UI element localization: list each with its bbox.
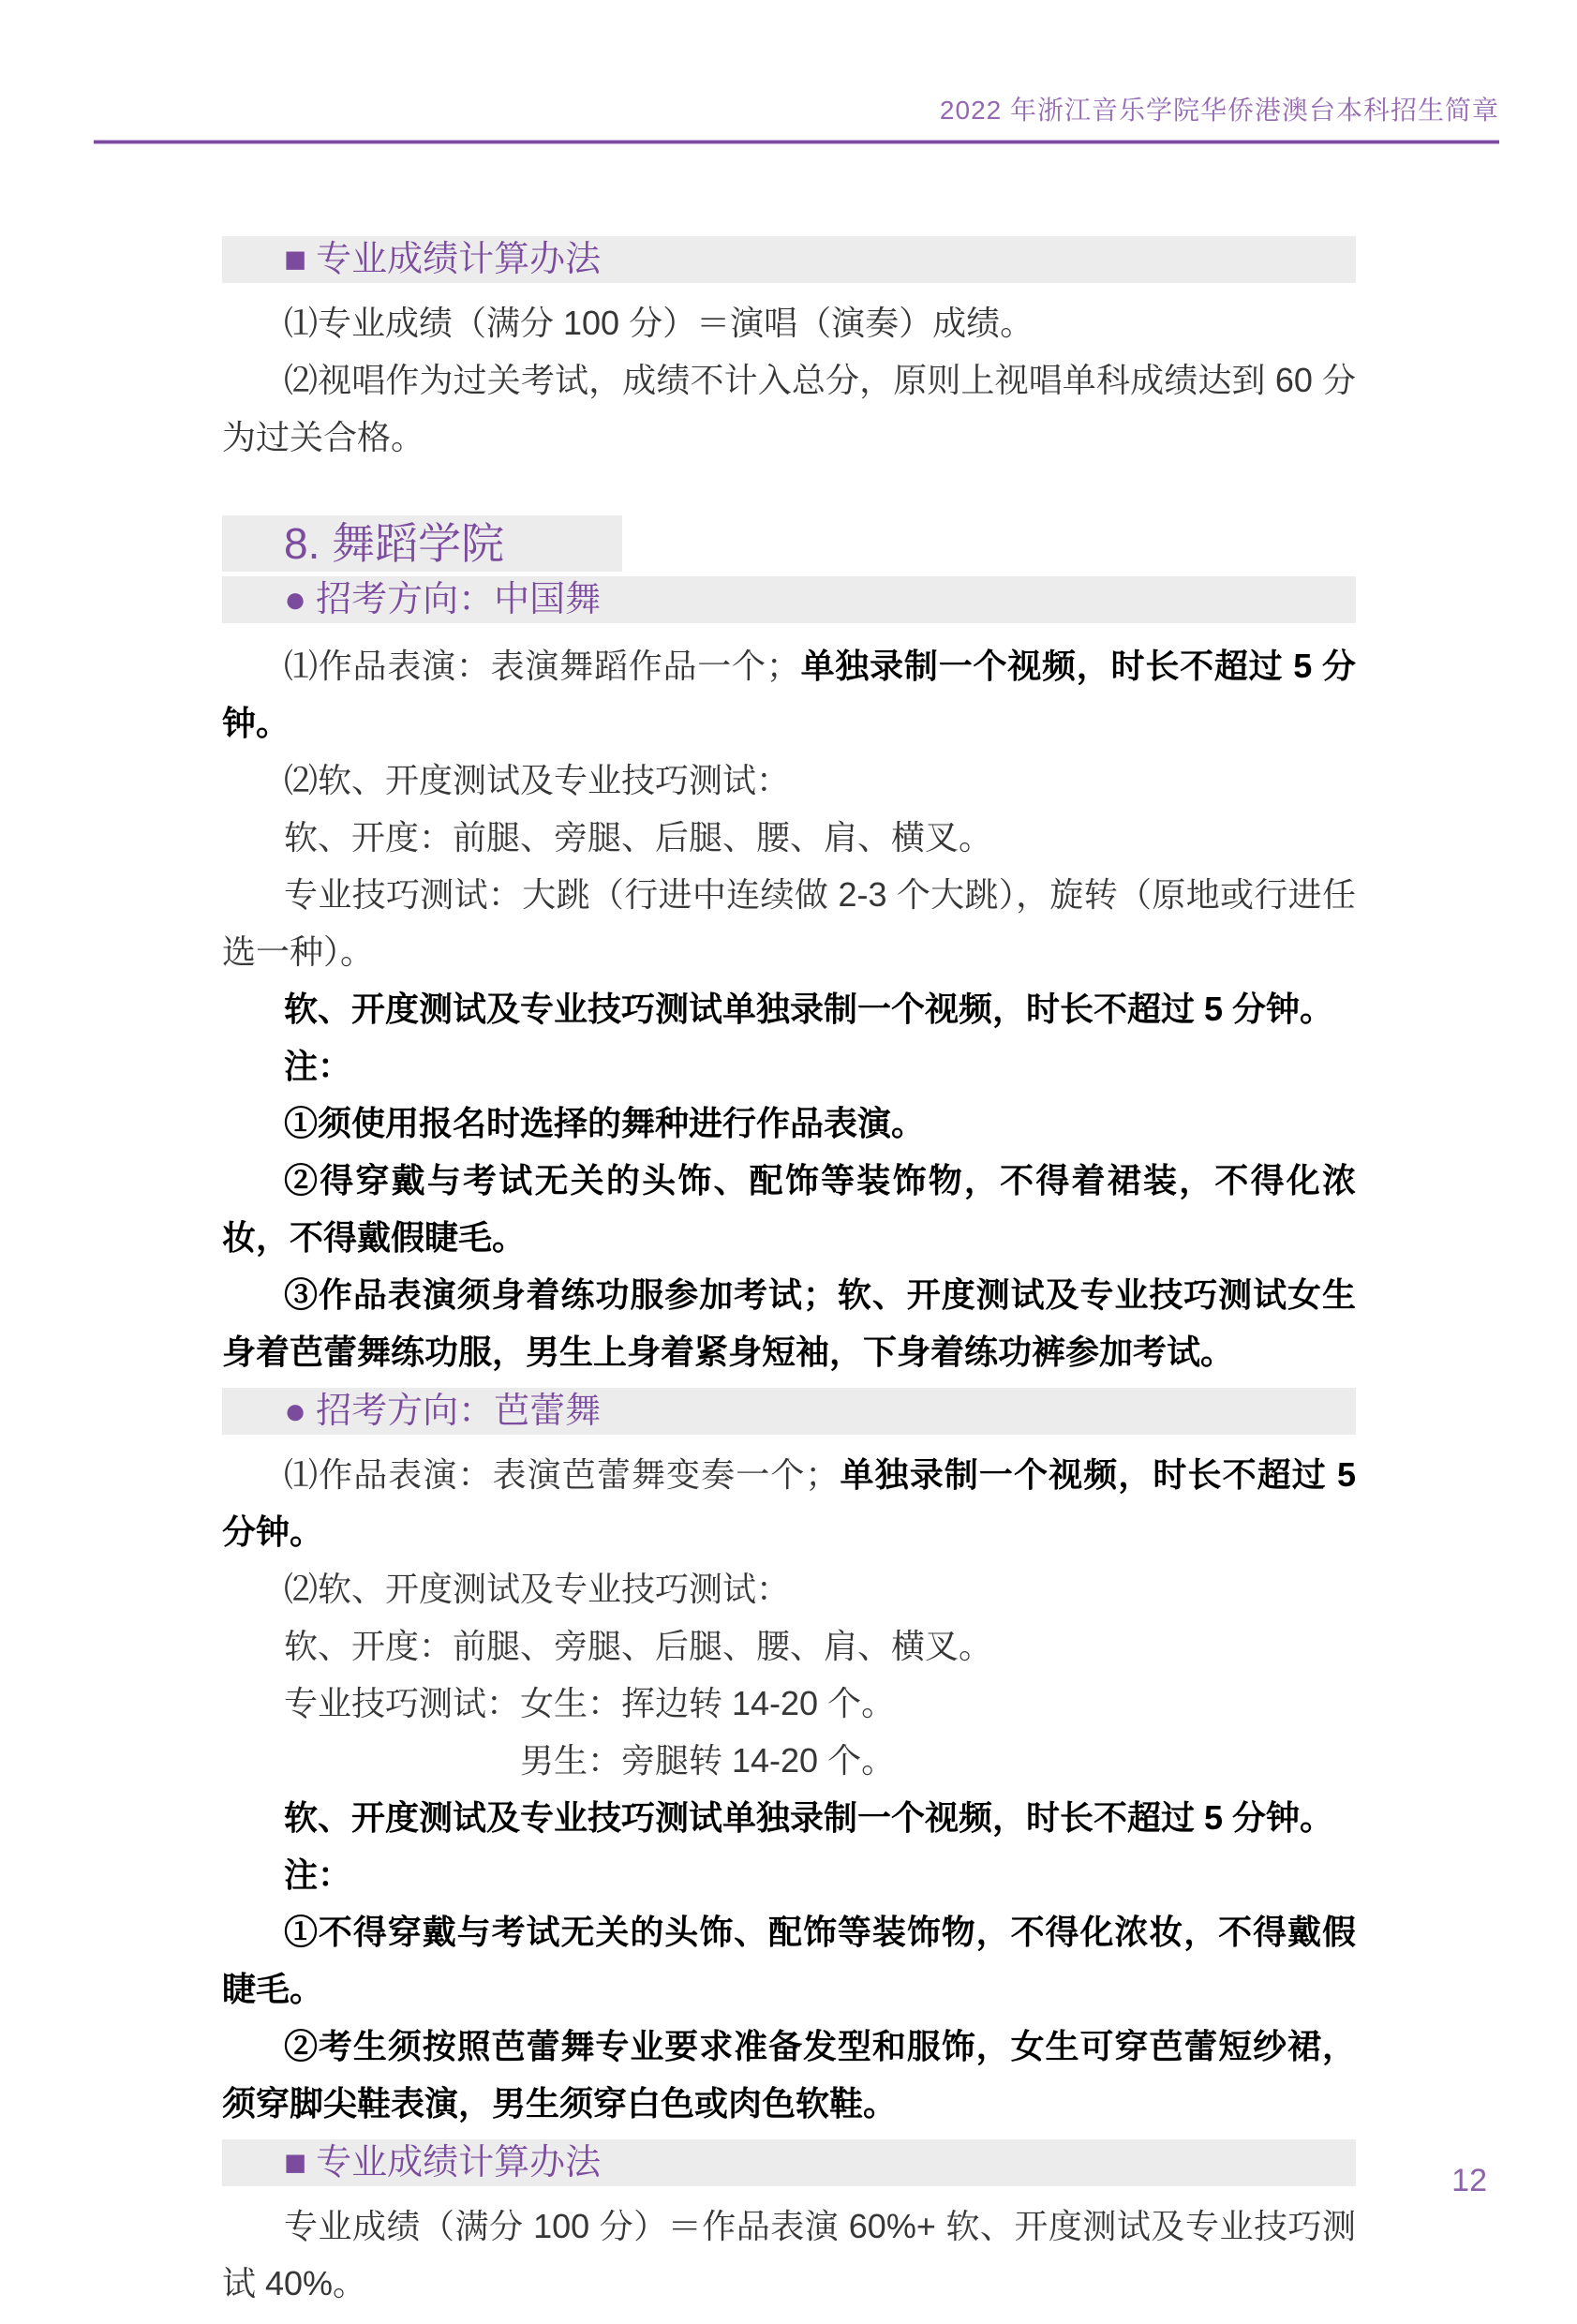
- chinese-dance-paragraph-1: [222, 637, 1356, 752]
- ballet-note-2: ②考生须按照芭蕾舞专业要求准备发型和服饰，女生可穿芭蕾短纱裙，须穿脚尖鞋表演，男生须穿白色或肉色软鞋。: [222, 2027, 1356, 2123]
- square-bullet-icon: ■: [284, 239, 307, 280]
- ballet-paragraph-6: 软、开度测试及专业技巧测试单独录制一个视频，时长不超过 5 分钟。: [284, 1798, 1334, 1837]
- section-title-dance-school: [222, 515, 622, 572]
- chinese-dance-paragraph-2: ⑵软、开度测试及专业技巧测试：: [284, 761, 791, 799]
- direction-heading-chinese-dance-label: 招考方向：中国舞: [316, 580, 602, 619]
- chinese-dance-paragraph-1-bold: 单独录制一个视频，时长不超过 5 分钟。: [222, 647, 1356, 742]
- ballet-paragraph-1-bold: 单独录制一个视频，时长不超过 5 分钟。: [222, 1455, 1356, 1551]
- score-calc-heading-dance: [222, 2139, 1356, 2186]
- ballet-note-1: ①不得穿戴与考试无关的头饰、配饰等装饰物，不得化浓妆，不得戴假睫毛。: [222, 1913, 1356, 2008]
- vocal-calc-paragraph-2: ⑵视唱作为过关考试，成绩不计入总分，原则上视唱单科成绩达到 60 分为过关合格。: [222, 361, 1356, 456]
- chinese-dance-note-1: ①须使用报名时选择的舞种进行作品表演。: [284, 1104, 926, 1142]
- section-title-dance-school-label: 8. 舞蹈学院: [284, 518, 505, 568]
- chinese-dance-paragraph-4: 专业技巧测试：大跳（行进中连续做 2-3 个大跳），旋转（原地或行进任选一种）。: [222, 875, 1356, 971]
- score-calc-heading-vocal-label: 专业成绩计算办法: [316, 240, 602, 279]
- ballet-paragraph-1: [222, 1446, 1356, 1560]
- page-number: 12: [1451, 2163, 1487, 2198]
- chinese-dance-paragraph-1-normal: ⑴作品表演：表演舞蹈作品一个；: [284, 647, 800, 685]
- header-rule: [94, 140, 1499, 144]
- direction-heading-ballet-label: 招考方向：芭蕾舞: [316, 1392, 602, 1431]
- ballet-paragraph-3: 软、开度：前腿、旁腿、后腿、腰、肩、横叉。: [284, 1627, 993, 1665]
- vocal-calc-paragraph-1: ⑴专业成绩（满分 100 分）＝演唱（演奏）成绩。: [284, 304, 1034, 342]
- score-calc-heading-vocal: [222, 236, 1356, 283]
- dance-calc-paragraph: 专业成绩（满分 100 分）＝作品表演 60%+ 软、开度测试及专业技巧测试 40%。: [222, 2207, 1356, 2302]
- circle-bullet-icon: ●: [284, 579, 307, 620]
- chinese-dance-paragraph-3: 软、开度：前腿、旁腿、后腿、腰、肩、横叉。: [284, 818, 993, 857]
- ballet-paragraph-4: 专业技巧测试：女生：挥边转 14-20 个。: [284, 1684, 896, 1722]
- circle-bullet-icon: ●: [284, 1391, 307, 1432]
- direction-heading-ballet: [222, 1388, 1356, 1435]
- document-content: [222, 236, 1356, 2312]
- ballet-note-label: 注：: [284, 1855, 352, 1894]
- chinese-dance-note-3: ③作品表演须身着练功服参加考试；软、开度测试及专业技巧测试女生身着芭蕾舞练功服，男生上身着紧身短袖，下身着练功裤参加考试。: [222, 1275, 1356, 1371]
- chinese-dance-paragraph-5: 软、开度测试及专业技巧测试单独录制一个视频，时长不超过 5 分钟。: [284, 990, 1334, 1028]
- ballet-paragraph-2: ⑵软、开度测试及专业技巧测试：: [284, 1570, 791, 1608]
- page-header-title: 2022 年浙江音乐学院华侨港澳台本科招生简章: [939, 96, 1499, 125]
- square-bullet-icon: ■: [284, 2142, 307, 2183]
- direction-heading-chinese-dance: [222, 576, 1356, 623]
- chinese-dance-note-label: 注：: [284, 1047, 352, 1085]
- ballet-paragraph-1-normal: ⑴作品表演：表演芭蕾舞变奏一个；: [284, 1455, 840, 1494]
- chinese-dance-note-2: ②得穿戴与考试无关的头饰、配饰等装饰物，不得着裙装，不得化浓妆，不得戴假睫毛。: [222, 1161, 1356, 1257]
- score-calc-heading-dance-label: 专业成绩计算办法: [316, 2143, 602, 2182]
- ballet-paragraph-5: 男生：旁腿转 14-20 个。: [520, 1741, 896, 1780]
